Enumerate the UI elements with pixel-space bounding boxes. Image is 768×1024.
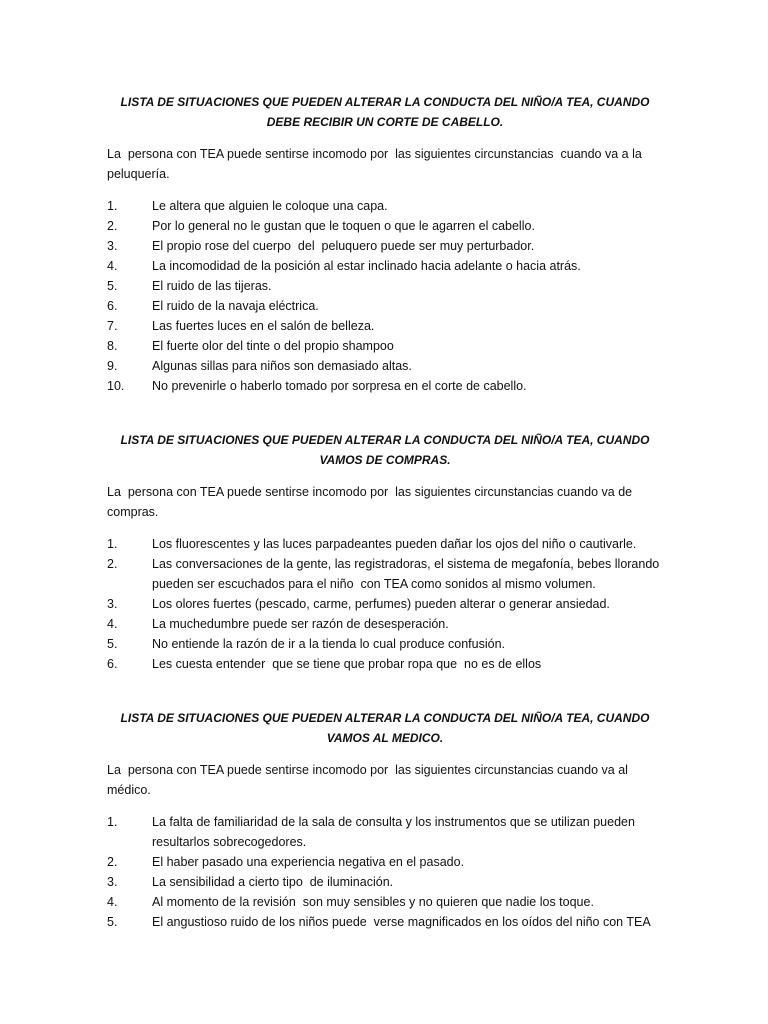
item-text: Las conversaciones de la gente, las registradoras, el sistema de megafonía, bebes llorando pueden ser escuchados para el niño con TEA como sonidos al mismo volumen.	[152, 557, 663, 591]
section-title: LISTA DE SITUACIONES QUE PUEDEN ALTERAR LA CONDUCTA DEL NIÑO/A TEA, CUANDO VAMOS DE COMPRAS.	[120, 433, 650, 467]
list-item	[105, 594, 665, 614]
item-number: 2.	[107, 557, 118, 571]
list-item	[105, 872, 665, 892]
list-item	[105, 534, 665, 554]
list-item	[105, 256, 665, 276]
list-item	[105, 654, 665, 674]
item-text: Los fluorescentes y las luces parpadeantes pueden dañar los ojos del niño o cautivarle.	[152, 537, 637, 551]
section-doctor	[105, 708, 665, 932]
item-text: El ruido de la navaja eléctrica.	[152, 299, 319, 313]
list-item	[105, 296, 665, 316]
section-title: LISTA DE SITUACIONES QUE PUEDEN ALTERAR LA CONDUCTA DEL NIÑO/A TEA, CUANDO DEBE RECIBIR UN CORTE DE CABELLO.	[120, 95, 650, 129]
item-text: El fuerte olor del tinte o del propio shampoo	[152, 339, 394, 353]
item-number: 1.	[107, 815, 118, 829]
section-haircut	[105, 92, 665, 396]
item-number: 6.	[107, 657, 118, 671]
item-text: Le altera que alguien le coloque una capa.	[152, 199, 388, 213]
list-item	[105, 812, 665, 852]
list-item	[105, 356, 665, 376]
item-text: La muchedumbre puede ser razón de desesperación.	[152, 617, 449, 631]
item-text: Les cuesta entender que se tiene que probar ropa que no es de ellos	[152, 657, 542, 671]
item-text: Los olores fuertes (pescado, carme, perfumes) pueden alterar o generar ansiedad.	[152, 597, 610, 611]
list-item	[105, 316, 665, 336]
item-text: Algunas sillas para niños son demasiado altas.	[152, 359, 412, 373]
item-number: 4.	[107, 895, 118, 909]
item-number: 7.	[107, 319, 118, 333]
item-text: Al momento de la revisión son muy sensibles y no quieren que nadie los toque.	[152, 895, 594, 909]
item-number: 2.	[107, 855, 118, 869]
item-number: 9.	[107, 359, 118, 373]
item-number: 2.	[107, 219, 118, 233]
section-intro: La persona con TEA puede sentirse incomodo por las siguientes circunstancias cuando va a la peluquería.	[107, 147, 646, 181]
list-item	[105, 852, 665, 872]
list-item	[105, 554, 665, 594]
item-number: 10.	[107, 379, 125, 393]
item-number: 6.	[107, 299, 118, 313]
item-number: 5.	[107, 279, 118, 293]
situation-list	[105, 534, 665, 674]
item-number: 4.	[107, 617, 118, 631]
item-text: El ruido de las tijeras.	[152, 279, 272, 293]
item-text: Por lo general no le gustan que le toquen o que le agarren el cabello.	[152, 219, 535, 233]
item-number: 8.	[107, 339, 118, 353]
section-intro: La persona con TEA puede sentirse incomodo por las siguientes circunstancias cuando va de compras.	[107, 485, 636, 519]
item-number: 3.	[107, 597, 118, 611]
item-text: El angustioso ruido de los niños puede verse magnificados en los oídos del niño con TEA	[152, 915, 651, 929]
section-title: LISTA DE SITUACIONES QUE PUEDEN ALTERAR LA CONDUCTA DEL NIÑO/A TEA, CUANDO VAMOS AL MEDICO.	[120, 711, 650, 745]
item-text: No prevenirle o haberlo tomado por sorpresa en el corte de cabello.	[152, 379, 527, 393]
list-item	[105, 276, 665, 296]
list-item	[105, 892, 665, 912]
situation-list	[105, 196, 665, 396]
item-number: 4.	[107, 259, 118, 273]
list-item	[105, 634, 665, 654]
item-number: 1.	[107, 199, 118, 213]
item-text: La falta de familiaridad de la sala de consulta y los instrumentos que se utilizan pueden resultarlos sobrecogedores.	[152, 815, 639, 849]
item-text: El propio rose del cuerpo del peluquero puede ser muy perturbador.	[152, 239, 535, 253]
item-number: 3.	[107, 239, 118, 253]
section-intro: La persona con TEA puede sentirse incomodo por las siguientes circunstancias cuando va al médico.	[107, 763, 632, 797]
list-item	[105, 614, 665, 634]
list-item	[105, 376, 665, 396]
item-number: 3.	[107, 875, 118, 889]
item-number: 1.	[107, 537, 118, 551]
item-text: Las fuertes luces en el salón de belleza.	[152, 319, 375, 333]
list-item	[105, 336, 665, 356]
situation-list	[105, 812, 665, 932]
item-text: No entiende la razón de ir a la tienda lo cual produce confusión.	[152, 637, 506, 651]
list-item	[105, 216, 665, 236]
section-shopping	[105, 430, 665, 674]
list-item	[105, 912, 665, 932]
list-item	[105, 236, 665, 256]
item-number: 5.	[107, 637, 118, 651]
item-text: La sensibilidad a cierto tipo de iluminación.	[152, 875, 394, 889]
item-text: El haber pasado una experiencia negativa en el pasado.	[152, 855, 465, 869]
list-item	[105, 196, 665, 216]
item-number: 5.	[107, 915, 118, 929]
item-text: La incomodidad de la posición al estar inclinado hacia adelante o hacia atrás.	[152, 259, 581, 273]
